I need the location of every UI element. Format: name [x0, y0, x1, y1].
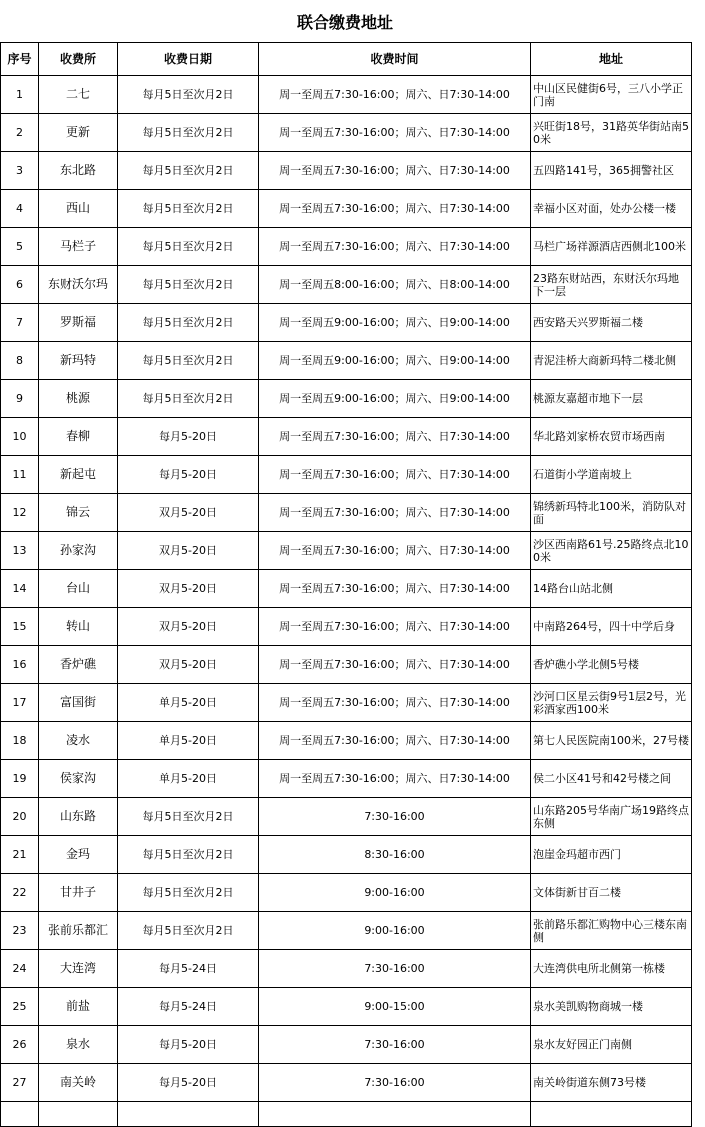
- header-office: 收费所: [39, 43, 118, 76]
- table-row: [1, 684, 692, 722]
- payment-time: 周一至周五7:30-16:00；周六、日7:30-14:00: [259, 684, 531, 722]
- payment-date: 每月5-20日: [118, 1026, 259, 1064]
- office-name: 孙家沟: [39, 532, 118, 570]
- address: 华北路刘家桥农贸市场西南: [531, 418, 692, 456]
- table-row: [1, 950, 692, 988]
- address: 石道街小学道南坡上: [531, 456, 692, 494]
- table-row: [1, 76, 692, 114]
- payment-date: 每月5日至次月2日: [118, 874, 259, 912]
- sheet-title: 联合缴费地址: [0, 0, 690, 43]
- table-row: [1, 494, 692, 532]
- table-row: [1, 798, 692, 836]
- payment-time: 周一至周五7:30-16:00；周六、日7:30-14:00: [259, 114, 531, 152]
- payment-time: 周一至周五7:30-16:00；周六、日7:30-14:00: [259, 646, 531, 684]
- office-name: 凌水: [39, 722, 118, 760]
- office-name: 锦云: [39, 494, 118, 532]
- table-row: [1, 418, 692, 456]
- address: 第七人民医院南100米，27号楼: [531, 722, 692, 760]
- empty-cell: [531, 1102, 692, 1127]
- office-name: 桃源: [39, 380, 118, 418]
- payment-date: 每月5日至次月2日: [118, 912, 259, 950]
- office-name: 新起屯: [39, 456, 118, 494]
- office-name: 新玛特: [39, 342, 118, 380]
- row-number: 24: [1, 950, 39, 988]
- office-name: 东北路: [39, 152, 118, 190]
- address: 张前路乐都汇购物中心三楼东南侧: [531, 912, 692, 950]
- header-address: 地址: [531, 43, 692, 76]
- office-name: 更新: [39, 114, 118, 152]
- address: 马栏广场祥源酒店西侧北100米: [531, 228, 692, 266]
- payment-date: 双月5-20日: [118, 532, 259, 570]
- office-name: 大连湾: [39, 950, 118, 988]
- table-row: [1, 836, 692, 874]
- table-row: [1, 532, 692, 570]
- row-number: 1: [1, 76, 39, 114]
- payment-time: 周一至周五7:30-16:00；周六、日7:30-14:00: [259, 76, 531, 114]
- payment-time: 9:00-16:00: [259, 874, 531, 912]
- payment-date: 每月5-20日: [118, 418, 259, 456]
- payment-time: 周一至周五9:00-16:00；周六、日9:00-14:00: [259, 342, 531, 380]
- empty-cell: [118, 1102, 259, 1127]
- office-name: 转山: [39, 608, 118, 646]
- table-row: [1, 190, 692, 228]
- address: 中南路264号，四十中学后身: [531, 608, 692, 646]
- address: 西安路天兴罗斯福二楼: [531, 304, 692, 342]
- row-number: 13: [1, 532, 39, 570]
- payment-time: 7:30-16:00: [259, 1026, 531, 1064]
- header-row: [1, 43, 692, 76]
- office-name: 东财沃尔玛: [39, 266, 118, 304]
- table-row-cutoff: [1, 1102, 692, 1127]
- payment-time: 周一至周五7:30-16:00；周六、日7:30-14:00: [259, 532, 531, 570]
- row-number: 20: [1, 798, 39, 836]
- row-number: 22: [1, 874, 39, 912]
- payment-time: 9:00-16:00: [259, 912, 531, 950]
- payment-date: 每月5日至次月2日: [118, 76, 259, 114]
- address: 沙河口区星云街9号1层2号，光彩酒家西100米: [531, 684, 692, 722]
- row-number: 5: [1, 228, 39, 266]
- address: 幸福小区对面，处办公楼一楼: [531, 190, 692, 228]
- office-name: 南关岭: [39, 1064, 118, 1102]
- payment-date: 每月5-24日: [118, 950, 259, 988]
- payment-time: 7:30-16:00: [259, 798, 531, 836]
- table-row: [1, 114, 692, 152]
- row-number: 21: [1, 836, 39, 874]
- row-number: 4: [1, 190, 39, 228]
- payment-address-table: [0, 42, 692, 1127]
- payment-date: 双月5-20日: [118, 646, 259, 684]
- payment-date: 单月5-20日: [118, 760, 259, 798]
- payment-date: 每月5日至次月2日: [118, 798, 259, 836]
- table-row: [1, 456, 692, 494]
- payment-time: 周一至周五7:30-16:00；周六、日7:30-14:00: [259, 760, 531, 798]
- office-name: 甘井子: [39, 874, 118, 912]
- row-number: 18: [1, 722, 39, 760]
- address: 大连湾供电所北侧第一栋楼: [531, 950, 692, 988]
- payment-date: 每月5日至次月2日: [118, 152, 259, 190]
- table-row: [1, 570, 692, 608]
- payment-date: 每月5-24日: [118, 988, 259, 1026]
- payment-time: 周一至周五7:30-16:00；周六、日7:30-14:00: [259, 608, 531, 646]
- address: 香炉礁小学北侧5号楼: [531, 646, 692, 684]
- row-number: 11: [1, 456, 39, 494]
- row-number: 27: [1, 1064, 39, 1102]
- row-number: 8: [1, 342, 39, 380]
- payment-date: 每月5日至次月2日: [118, 114, 259, 152]
- empty-cell: [1, 1102, 39, 1127]
- office-name: 春柳: [39, 418, 118, 456]
- empty-cell: [259, 1102, 531, 1127]
- address: 沙区西南路61号.25路终点北100米: [531, 532, 692, 570]
- office-name: 山东路: [39, 798, 118, 836]
- table-row: [1, 1064, 692, 1102]
- office-name: 香炉礁: [39, 646, 118, 684]
- row-number: 23: [1, 912, 39, 950]
- payment-date: 单月5-20日: [118, 722, 259, 760]
- row-number: 6: [1, 266, 39, 304]
- payment-date: 每月5-20日: [118, 456, 259, 494]
- row-number: 2: [1, 114, 39, 152]
- table-row: [1, 342, 692, 380]
- payment-date: 双月5-20日: [118, 570, 259, 608]
- row-number: 7: [1, 304, 39, 342]
- address: 泡崖金玛超市西门: [531, 836, 692, 874]
- table-row: [1, 722, 692, 760]
- office-name: 张前乐都汇: [39, 912, 118, 950]
- table-body: [1, 76, 692, 1127]
- table-row: [1, 304, 692, 342]
- row-number: 16: [1, 646, 39, 684]
- payment-date: 每月5日至次月2日: [118, 304, 259, 342]
- office-name: 富国街: [39, 684, 118, 722]
- table-row: [1, 152, 692, 190]
- payment-date: 单月5-20日: [118, 684, 259, 722]
- row-number: 15: [1, 608, 39, 646]
- row-number: 3: [1, 152, 39, 190]
- payment-time: 周一至周五7:30-16:00；周六、日7:30-14:00: [259, 456, 531, 494]
- payment-date: 双月5-20日: [118, 608, 259, 646]
- address: 五四路141号，365拥警社区: [531, 152, 692, 190]
- table-row: [1, 760, 692, 798]
- payment-date: 每月5日至次月2日: [118, 228, 259, 266]
- payment-time: 9:00-15:00: [259, 988, 531, 1026]
- row-number: 14: [1, 570, 39, 608]
- row-number: 26: [1, 1026, 39, 1064]
- address: 侯二小区41号和42号楼之间: [531, 760, 692, 798]
- header-time: 收费时间: [259, 43, 531, 76]
- office-name: 二七: [39, 76, 118, 114]
- office-name: 前盐: [39, 988, 118, 1026]
- header-date: 收费日期: [118, 43, 259, 76]
- address: 中山区民健街6号，三八小学正门南: [531, 76, 692, 114]
- payment-date: 双月5-20日: [118, 494, 259, 532]
- table-row: [1, 912, 692, 950]
- office-name: 罗斯福: [39, 304, 118, 342]
- payment-time: 周一至周五7:30-16:00；周六、日7:30-14:00: [259, 152, 531, 190]
- payment-time: 周一至周五7:30-16:00；周六、日7:30-14:00: [259, 228, 531, 266]
- payment-date: 每月5日至次月2日: [118, 836, 259, 874]
- address: 14路台山站北侧: [531, 570, 692, 608]
- payment-time: 8:30-16:00: [259, 836, 531, 874]
- address: 青泥洼桥大商新玛特二楼北侧: [531, 342, 692, 380]
- row-number: 9: [1, 380, 39, 418]
- payment-date: 每月5日至次月2日: [118, 266, 259, 304]
- table-row: [1, 646, 692, 684]
- row-number: 12: [1, 494, 39, 532]
- address: 泉水友好园正门南侧: [531, 1026, 692, 1064]
- address: 23路东财站西，东财沃尔玛地下一层: [531, 266, 692, 304]
- row-number: 25: [1, 988, 39, 1026]
- office-name: 马栏子: [39, 228, 118, 266]
- address: 锦绣新玛特北100米，消防队对面: [531, 494, 692, 532]
- office-name: 金玛: [39, 836, 118, 874]
- office-name: 西山: [39, 190, 118, 228]
- payment-date: 每月5日至次月2日: [118, 380, 259, 418]
- row-number: 10: [1, 418, 39, 456]
- table-row: [1, 228, 692, 266]
- payment-time: 周一至周五9:00-16:00；周六、日9:00-14:00: [259, 380, 531, 418]
- header-no: 序号: [1, 43, 39, 76]
- empty-cell: [39, 1102, 118, 1127]
- payment-time: 周一至周五7:30-16:00；周六、日7:30-14:00: [259, 494, 531, 532]
- payment-time: 周一至周五7:30-16:00；周六、日7:30-14:00: [259, 190, 531, 228]
- row-number: 19: [1, 760, 39, 798]
- payment-time: 周一至周五7:30-16:00；周六、日7:30-14:00: [259, 570, 531, 608]
- address: 泉水美凯购物商城一楼: [531, 988, 692, 1026]
- payment-time: 周一至周五7:30-16:00；周六、日7:30-14:00: [259, 418, 531, 456]
- table-row: [1, 266, 692, 304]
- table-row: [1, 608, 692, 646]
- address: 文体街新甘百二楼: [531, 874, 692, 912]
- table-row: [1, 874, 692, 912]
- table-row: [1, 988, 692, 1026]
- payment-date: 每月5日至次月2日: [118, 190, 259, 228]
- address: 山东路205号华南广场19路终点东侧: [531, 798, 692, 836]
- payment-time: 7:30-16:00: [259, 950, 531, 988]
- table-row: [1, 1026, 692, 1064]
- payment-time: 周一至周五8:00-16:00；周六、日8:00-14:00: [259, 266, 531, 304]
- address: 桃源友嘉超市地下一层: [531, 380, 692, 418]
- payment-date: 每月5日至次月2日: [118, 342, 259, 380]
- payment-time: 7:30-16:00: [259, 1064, 531, 1102]
- payment-date: 每月5-20日: [118, 1064, 259, 1102]
- row-number: 17: [1, 684, 39, 722]
- office-name: 台山: [39, 570, 118, 608]
- address: 南关岭街道东侧73号楼: [531, 1064, 692, 1102]
- payment-time: 周一至周五9:00-16:00；周六、日9:00-14:00: [259, 304, 531, 342]
- table-row: [1, 380, 692, 418]
- address: 兴旺街18号，31路英华街站南50米: [531, 114, 692, 152]
- office-name: 侯家沟: [39, 760, 118, 798]
- office-name: 泉水: [39, 1026, 118, 1064]
- payment-time: 周一至周五7:30-16:00；周六、日7:30-14:00: [259, 722, 531, 760]
